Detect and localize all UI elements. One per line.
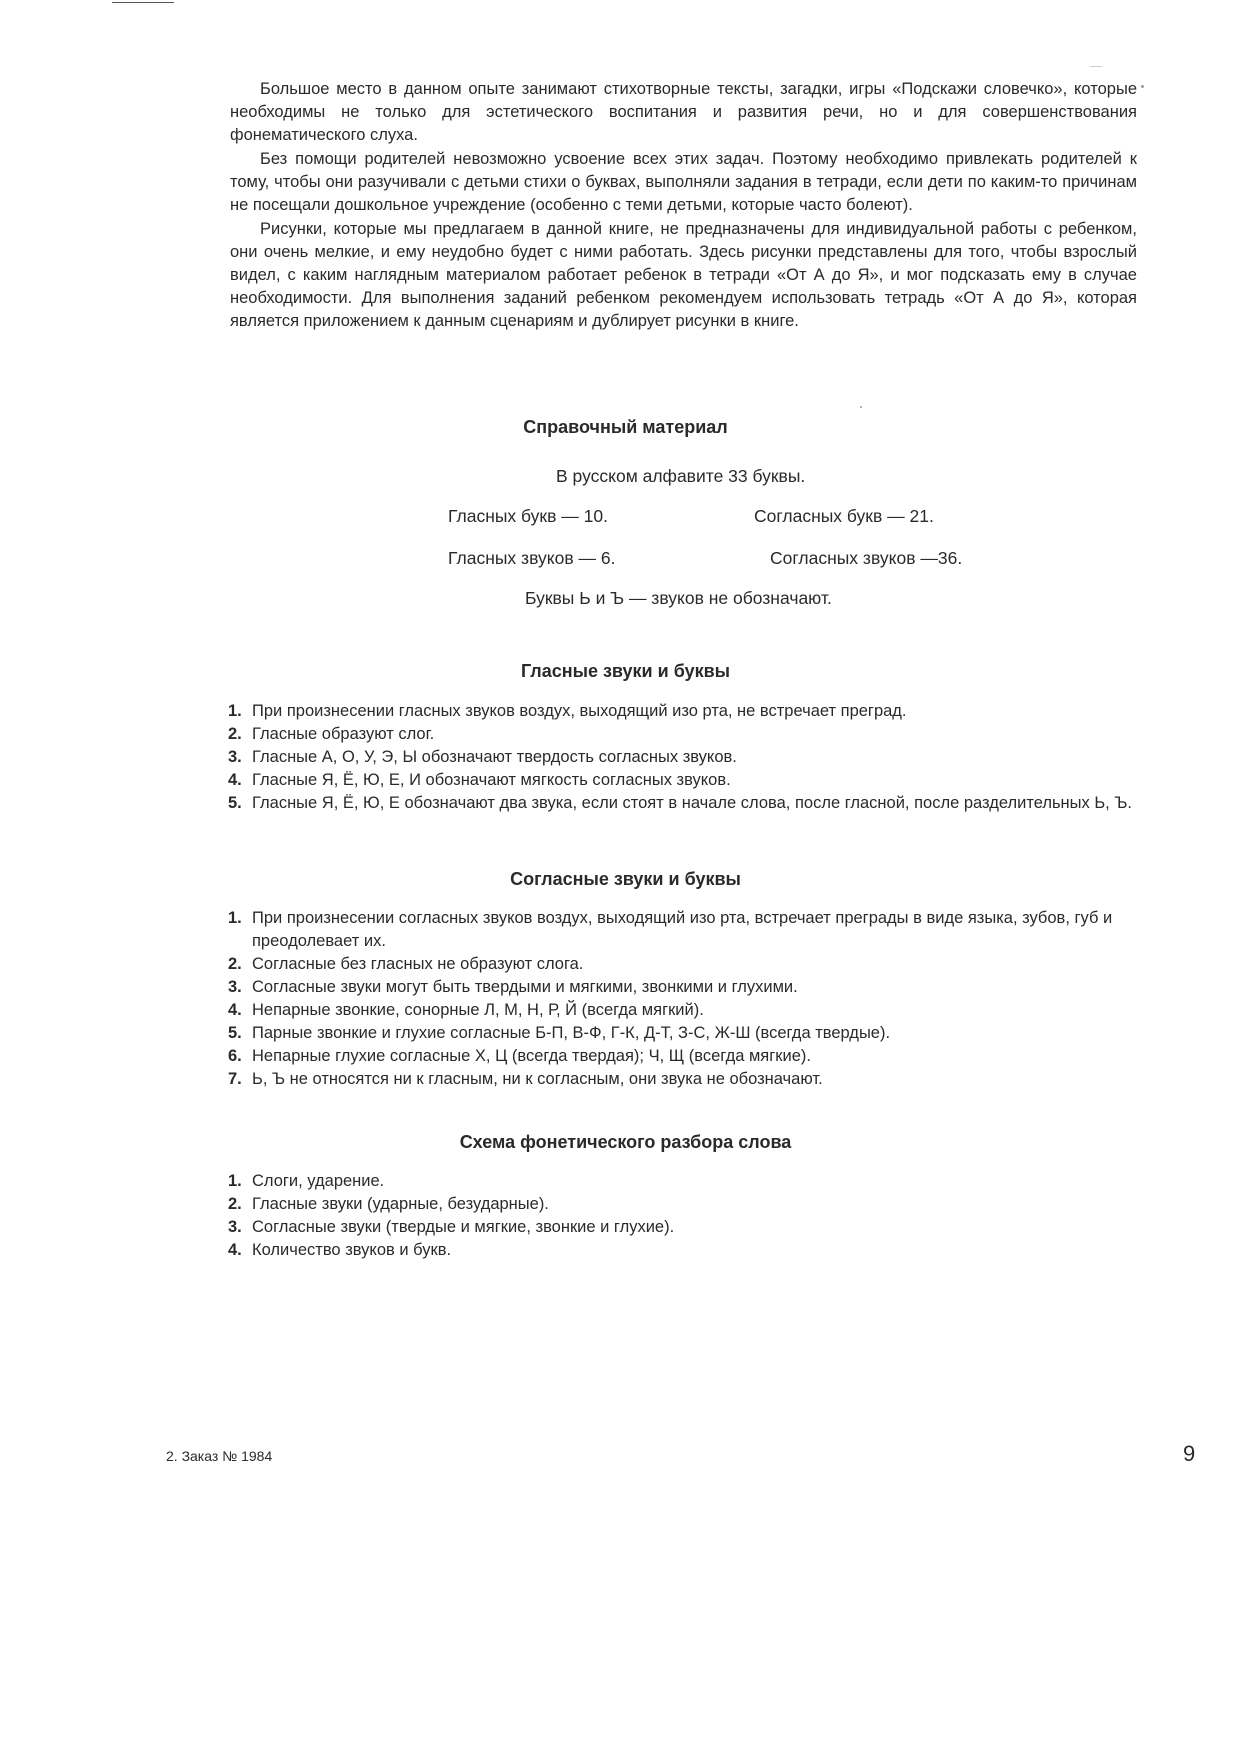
- vowel-sound-count: Гласных звуков — 6.: [448, 548, 616, 568]
- item-text: При произнесении согласных звуков воздух, выходящий изо рта, встречает преграды в виде языка, зубов, губ и преодолевает их.: [252, 909, 1113, 950]
- item-text: Гласные Я, Ё, Ю, Е, И обозначают мягкость согласных звуков.: [252, 771, 731, 789]
- item-text: Слоги, ударение.: [252, 1172, 385, 1190]
- item-number: 7.: [228, 1070, 242, 1088]
- item-text: Непарные глухие согласные Х, Ц (всегда твердая); Ч, Щ (всегда мягкие).: [252, 1047, 811, 1065]
- intro-text: [230, 78, 1137, 334]
- list-item: [228, 746, 1133, 769]
- list-item: [228, 1045, 1133, 1068]
- item-text: Согласные звуки могут быть твердыми и мягкими, звонкими и глухими.: [252, 978, 798, 996]
- list-item: [228, 723, 1133, 746]
- item-text: Количество звуков и букв.: [252, 1241, 452, 1259]
- list-item: [228, 1170, 1133, 1193]
- item-text: Согласные без гласных не образуют слога.: [252, 955, 584, 973]
- list-item: [228, 1239, 1133, 1262]
- item-text: Согласные звуки (твердые и мягкие, звонкие и глухие).: [252, 1218, 675, 1236]
- item-number: 2.: [228, 1195, 242, 1213]
- list-item: [228, 769, 1133, 792]
- item-number: 1.: [228, 702, 242, 720]
- scan-speck: [1090, 66, 1102, 67]
- list-item: [228, 700, 1133, 723]
- item-number: 2.: [228, 955, 242, 973]
- item-number: 4.: [228, 1241, 242, 1259]
- item-number: 5.: [228, 794, 242, 812]
- list-item: [228, 953, 1133, 976]
- item-number: 4.: [228, 1001, 242, 1019]
- list-item: [228, 1216, 1133, 1239]
- item-number: 1.: [228, 909, 242, 927]
- item-number: 1.: [228, 1172, 242, 1190]
- signs-note: Буквы Ь и Ъ — звуков не обозначают.: [525, 588, 832, 608]
- item-text: Ь, Ъ не относятся ни к гласным, ни к согласным, они звука не обозначают.: [252, 1070, 823, 1088]
- reference-heading: Справочный материал: [523, 417, 728, 437]
- vowels-heading: Гласные звуки и буквы: [520, 661, 731, 681]
- item-text: Непарные звонкие, сонорные Л, М, Н, Р, Й (всегда мягкий).: [252, 1001, 704, 1019]
- intro-paragraph: Рисунки, которые мы предлагаем в данной книге, не предназначены для индивидуальной работы с ребенком, они очень мелкие, и ему неудобно будет с ними работать. Здесь рисунки представлены для того, чтобы взрослый видел, с каким наглядным материалом работает ребенок в тетради «От А до Я», и мог подсказать ему в случае необходимости. Для выполнения заданий ребенком рекомендуем использовать тетрадь «От А до Я», которая является приложением к данным сценариям и дублирует рисунки в книге.: [230, 220, 1137, 330]
- page-number: 9: [1183, 1441, 1196, 1466]
- item-text: Парные звонкие и глухие согласные Б-П, В-Ф, Г-К, Д-Т, З-С, Ж-Ш (всегда твердые).: [252, 1024, 891, 1042]
- vowels-list: [228, 700, 1133, 815]
- scan-speck: [1141, 85, 1144, 88]
- scan-speck: [860, 406, 862, 408]
- scan-edge-mark: [112, 2, 174, 3]
- list-item: [228, 1068, 1133, 1091]
- item-text: Гласные образуют слог.: [252, 725, 435, 743]
- item-text: Гласные звуки (ударные, безударные).: [252, 1195, 549, 1213]
- intro-paragraph: Без помощи родителей невозможно усвоение всех этих задач. Поэтому необходимо привлекать родителей к тому, чтобы они разучивали с детьми стихи о буквах, выполняли задания в тетради, если дети по каким-то причинам не посещали дошкольное учреждение (особенно с теми детьми, которые часто болеют).: [230, 150, 1137, 214]
- item-text: Гласные А, О, У, Э, Ы обозначают твердость согласных звуков.: [252, 748, 737, 766]
- item-number: 3.: [228, 1218, 242, 1236]
- item-number: 6.: [228, 1047, 242, 1065]
- phonetic-heading: Схема фонетического разбора слова: [459, 1132, 792, 1152]
- consonants-list: [228, 907, 1133, 1091]
- list-item: [228, 1022, 1133, 1045]
- item-text: Гласные Я, Ё, Ю, Е обозначают два звука, если стоят в начале слова, после гласной, после разделительных Ь, Ъ.: [252, 794, 1132, 812]
- item-number: 2.: [228, 725, 242, 743]
- alphabet-count: В русском алфавите 33 буквы.: [556, 466, 806, 486]
- phonetic-list: [228, 1170, 1133, 1262]
- item-number: 3.: [228, 748, 242, 766]
- item-number: 4.: [228, 771, 242, 789]
- list-item: [228, 976, 1133, 999]
- intro-paragraph: Большое место в данном опыте занимают стихотворные тексты, загадки, игры «Подскажи словечко», которые необходимы не только для эстетического воспитания и развития речи, но и для совершенствования фонематического слуха.: [230, 80, 1137, 144]
- consonants-heading: Согласные звуки и буквы: [510, 869, 741, 889]
- vowel-letter-count: Гласных букв — 10.: [448, 506, 608, 526]
- list-item: [228, 792, 1133, 815]
- list-item: [228, 999, 1133, 1022]
- order-number: 2. Заказ № 1984: [166, 1448, 273, 1464]
- consonant-letter-count: Согласных букв — 21.: [754, 506, 934, 526]
- list-item: [228, 1193, 1133, 1216]
- item-text: При произнесении гласных звуков воздух, выходящий изо рта, не встречает преград.: [252, 702, 907, 720]
- item-number: 5.: [228, 1024, 242, 1042]
- item-number: 3.: [228, 978, 242, 996]
- consonant-sound-count: Согласных звуков —36.: [770, 548, 963, 568]
- list-item: [228, 907, 1133, 953]
